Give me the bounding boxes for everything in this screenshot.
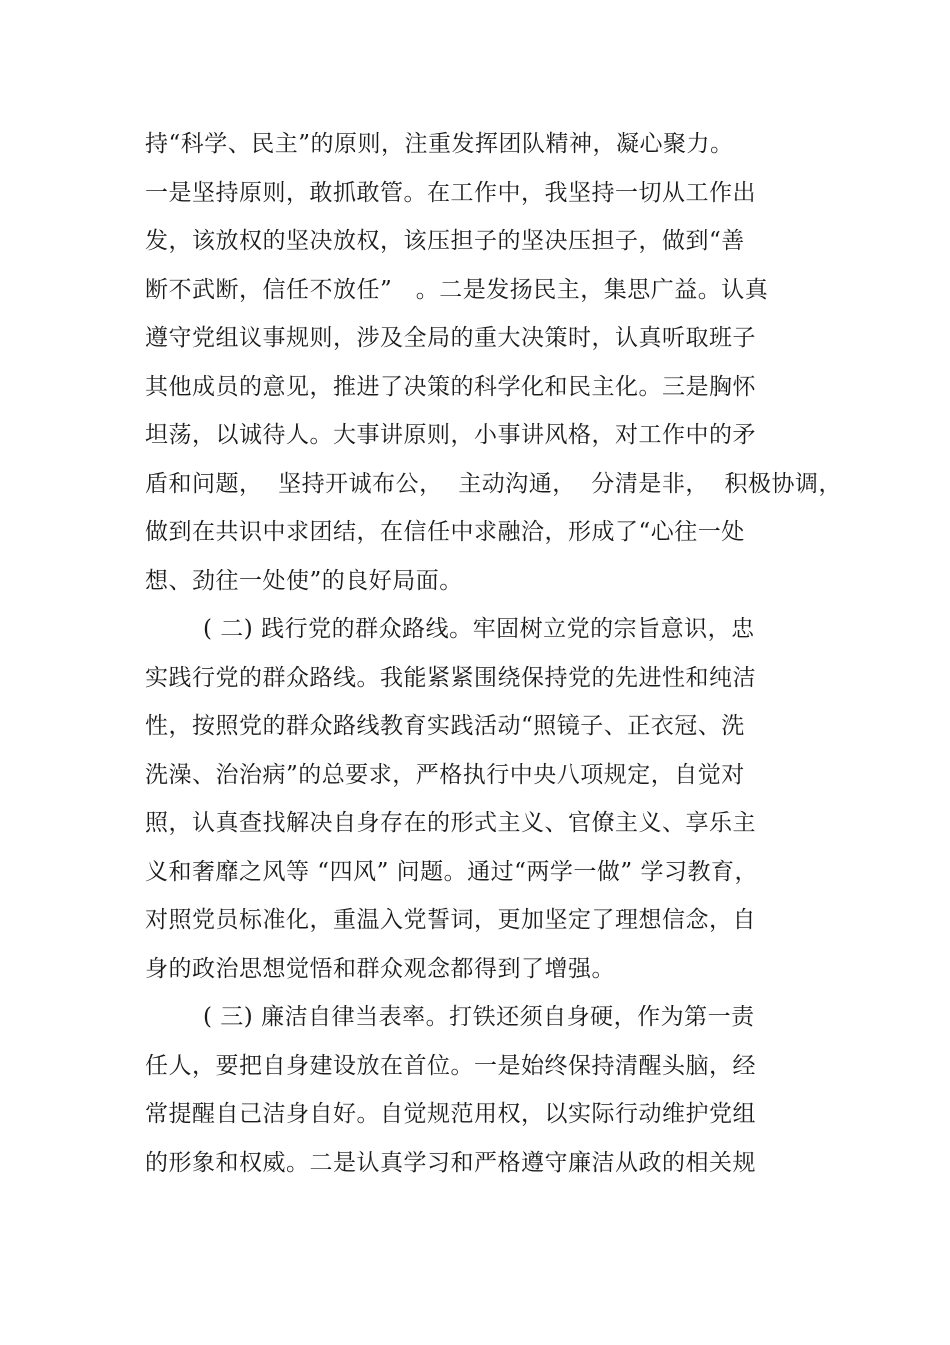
text-line: 任人，要把自身建设放在首位。一是始终保持清醒头脑，经 xyxy=(145,1052,756,1079)
document-body xyxy=(145,120,842,1187)
section-heading-line: ( 二) 践行党的群众路线。牢固树立党的宗旨意识，忠 xyxy=(203,616,755,642)
text-line: 身的政治思想觉悟和群众观念都得到了增强。 xyxy=(145,955,615,982)
text-line: 坦荡，以诚待人。大事讲原则，小事讲风格，对工作中的矛 xyxy=(145,422,756,448)
text-line: 洗澡、治治病”的总要求，严格执行中央八项规定，自觉对 xyxy=(145,761,745,788)
text-line: 遵守党组议事规则，涉及全局的重大决策时，认真听取班子 xyxy=(145,325,756,351)
text-line: 想、劲往一处使”的良好局面。 xyxy=(145,567,463,594)
text-line: 义和奢靡之风等 “四风” 问题。通过“两学一做” 学习教育， xyxy=(145,858,758,885)
section-heading-line: ( 三) 廉洁自律当表率。打铁还须自身硬，作为第一责 xyxy=(203,1004,755,1030)
text-line: 其他成员的意见，推进了决策的科学化和民主化。三是胸怀 xyxy=(145,373,756,400)
text-line: 断不武断，信任不放任” 。二是发扬民主，集思广益。认真 xyxy=(145,276,769,303)
text-line: 做到在共识中求团结，在信任中求融洽，形成了“心往一处 xyxy=(145,519,745,545)
text-line: 照，认真查找解决自身存在的形式主义、官僚主义、享乐主 xyxy=(145,810,756,836)
text-line: 一是坚持原则，敢抓敢管。在工作中，我坚持一切从工作出 xyxy=(145,179,756,206)
text-line: 性，按照党的群众路线教育实践活动“照镜子、正衣冠、洗 xyxy=(145,713,745,739)
text-line: 盾和问题， 坚持开诚布公， 主动沟通， 分清是非， 积极协调， xyxy=(145,470,842,497)
text-line: 常提醒自己洁身自好。自觉规范用权，以实际行动维护党组 xyxy=(145,1101,756,1127)
text-line: 持“科学、民主”的原则，注重发挥团队精神，凝心聚力。 xyxy=(145,131,734,157)
text-line: 实践行党的群众路线。我能紧紧围绕保持党的先进性和纯洁 xyxy=(145,664,756,691)
text-line: 发，该放权的坚决放权，该压担子的坚决压担子，做到“善 xyxy=(145,228,745,254)
text-line: 对照党员标准化，重温入党誓词，更加坚定了理想信念，自 xyxy=(145,907,756,933)
text-line: 的形象和权威。二是认真学习和严格遵守廉洁从政的相关规 xyxy=(145,1149,756,1176)
